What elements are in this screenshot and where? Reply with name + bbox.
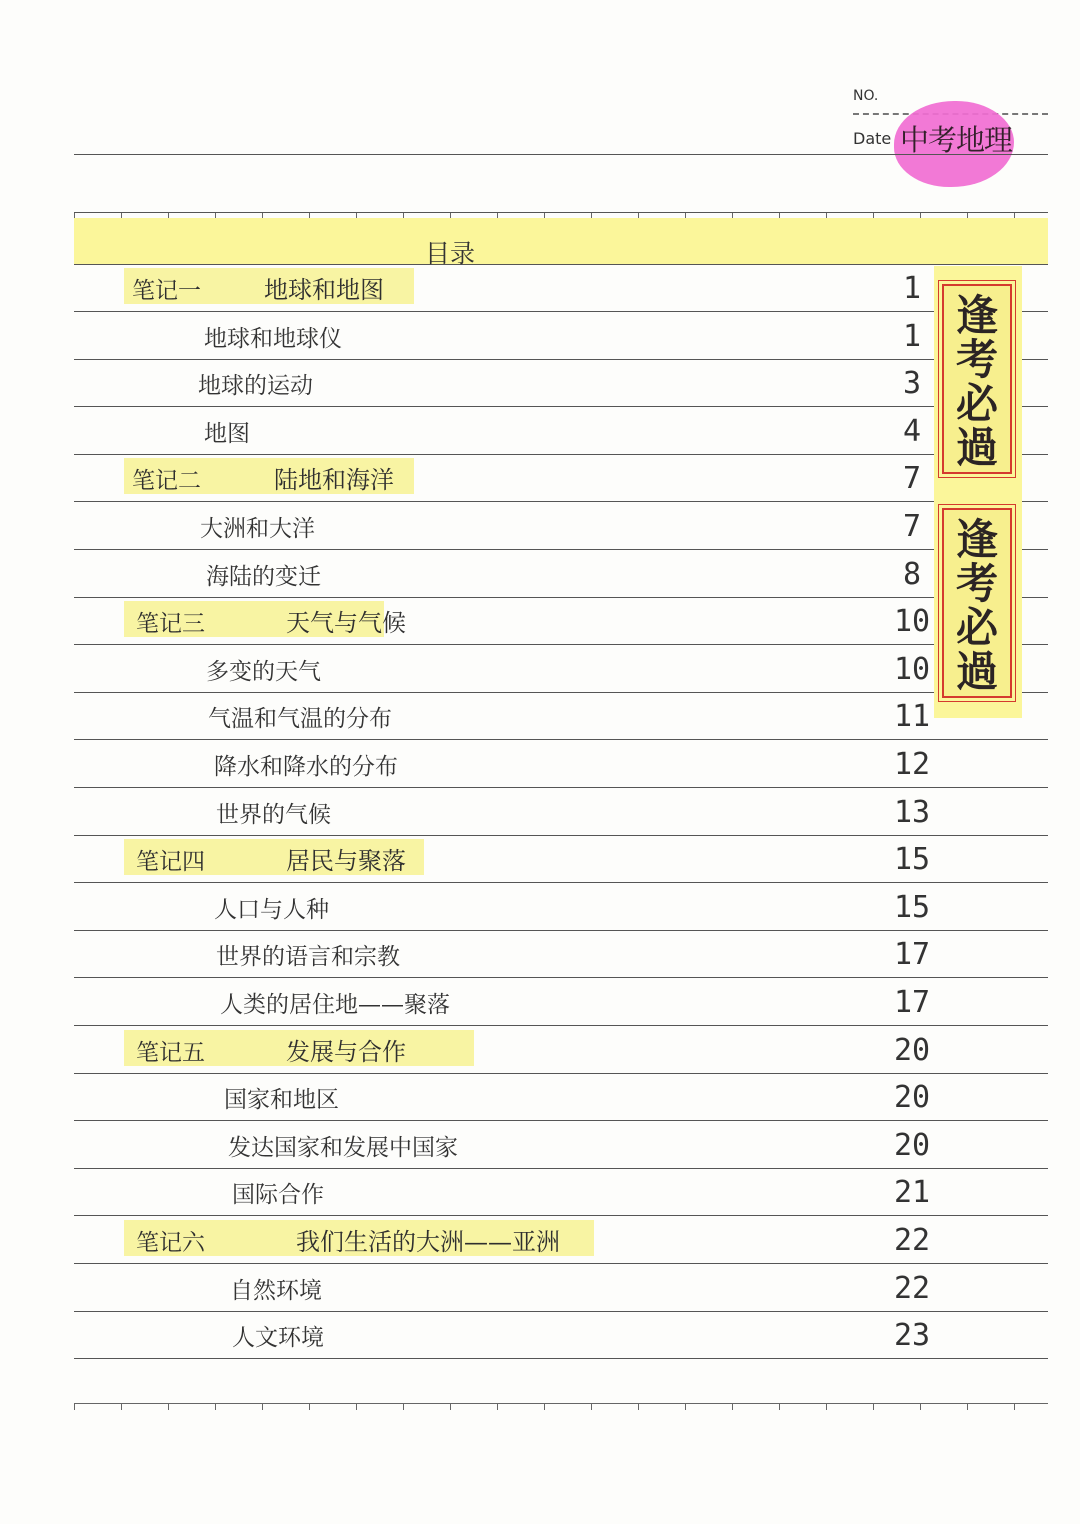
section-title: 多变的天气	[206, 658, 321, 685]
section-title: 人类的居住地——聚落	[220, 992, 450, 1018]
stamp-text: 逢 考 必 過	[955, 291, 998, 472]
page-number: 3	[902, 366, 922, 402]
page-number: 23	[893, 1318, 931, 1354]
chapter-title: 地球和地图	[264, 276, 384, 304]
ruler-tick	[309, 1404, 310, 1410]
section-title: 地球的运动	[198, 373, 313, 400]
section-title: 世界的气候	[216, 801, 331, 828]
toc-chapter-row	[74, 1216, 1048, 1264]
page-number: 10	[893, 604, 931, 640]
page-number: 7	[902, 461, 922, 497]
page-number: 1	[902, 271, 922, 306]
chapter-number: 笔记四	[136, 849, 205, 876]
toc-section-row	[74, 550, 1048, 598]
toc-section-row	[74, 1311, 1048, 1359]
ruler-tick	[544, 1404, 545, 1410]
section-title: 大洲和大洋	[200, 516, 315, 542]
toc-section-row	[74, 407, 1048, 455]
ruler-tick	[403, 1404, 404, 1410]
page-number: 22	[893, 1223, 931, 1258]
chapter-title: 发展与合作	[286, 1037, 406, 1066]
section-title: 地球和地球仪	[204, 325, 342, 352]
toc-title: 目录	[425, 239, 476, 268]
chapter-number: 笔记一	[132, 278, 201, 304]
toc-section-row	[74, 312, 1048, 360]
section-title: 海陆的变迁	[206, 563, 321, 590]
ruler-tick	[779, 1404, 780, 1410]
stamp-text: 逢 考 必 過	[955, 515, 998, 696]
lucky-stamp	[942, 508, 1012, 698]
chapter-title: 陆地和海洋	[274, 466, 394, 495]
toc-chapter-row	[74, 454, 1048, 502]
subject-title: 中考地理	[900, 123, 1013, 157]
section-title: 地图	[204, 420, 250, 447]
toc-section-row	[74, 740, 1048, 788]
page-number: 4	[902, 413, 922, 449]
section-title: 人文环境	[232, 1325, 324, 1352]
page-number: 12	[893, 747, 931, 782]
section-title: 国际合作	[232, 1182, 324, 1209]
chapter-number: 笔记二	[132, 468, 201, 495]
ruler-tick	[826, 1404, 827, 1410]
chapter-number: 笔记五	[136, 1039, 205, 1066]
date-label: Date	[853, 129, 892, 148]
chapter-number: 笔记三	[136, 611, 205, 638]
toc-section-row	[74, 788, 1048, 836]
chapter-title: 居民与聚落	[286, 847, 406, 876]
page-number: 20	[893, 1080, 931, 1116]
toc-section-row	[74, 1168, 1048, 1216]
page-number: 10	[893, 651, 931, 687]
ruler-tick	[732, 1404, 733, 1410]
section-title: 气温和气温的分布	[208, 706, 392, 733]
toc-section-row	[74, 502, 1048, 550]
section-title: 发达国家和发展中国家	[228, 1134, 458, 1161]
toc-section-row	[74, 692, 1048, 740]
ruler-tick	[873, 1404, 874, 1410]
ruler-tick	[356, 1404, 357, 1410]
page-number: 22	[893, 1270, 931, 1306]
chapter-title: 天气与气候	[286, 609, 406, 638]
page-number: 21	[893, 1175, 931, 1211]
ruler-tick	[74, 1404, 75, 1410]
lucky-stamp	[942, 284, 1012, 474]
ruler-tick	[685, 1404, 686, 1410]
toc-section-row	[74, 1121, 1048, 1169]
page-number: 20	[893, 1032, 931, 1068]
page-number: 1	[902, 318, 922, 354]
page-number: 15	[893, 889, 931, 925]
section-title: 人口与人种	[214, 896, 329, 923]
ruler-tick	[450, 1404, 451, 1410]
section-title: 国家和地区	[224, 1087, 339, 1114]
toc-chapter-row	[74, 597, 1048, 645]
toc-chapter-row	[74, 264, 1048, 312]
toc-section-row	[74, 930, 1048, 978]
page-number: 11	[893, 699, 931, 735]
ruler-tick	[638, 1404, 639, 1410]
ruler-tick	[591, 1404, 592, 1410]
bottom-ruler	[74, 1403, 1048, 1412]
toc-section-row	[74, 883, 1048, 931]
section-title: 降水和降水的分布	[214, 754, 398, 780]
title-band	[74, 218, 1048, 265]
page-number: 17	[893, 937, 931, 973]
toc-section-row	[74, 359, 1048, 407]
page-number: 7	[902, 509, 922, 544]
chapter-number: 笔记六	[136, 1230, 205, 1256]
toc-section-row	[74, 645, 1048, 693]
toc-chapter-row	[74, 835, 1048, 883]
page-number: 8	[902, 556, 922, 592]
ruler-tick	[497, 1404, 498, 1410]
page-number: 20	[893, 1127, 931, 1163]
ruler-tick	[920, 1404, 921, 1410]
section-title: 世界的语言和宗教	[216, 944, 400, 971]
chapter-title: 我们生活的大洲——亚洲	[296, 1228, 560, 1256]
ruler-tick	[967, 1404, 968, 1410]
section-title: 自然环境	[230, 1277, 322, 1304]
toc-section-row	[74, 978, 1048, 1026]
toc-section-row	[74, 1264, 1048, 1312]
ruler-tick	[1014, 1404, 1015, 1410]
page-number: 13	[893, 794, 931, 830]
toc-chapter-row	[74, 1026, 1048, 1074]
ruler-tick	[168, 1404, 169, 1410]
toc-section-row	[74, 1073, 1048, 1121]
ruler-tick	[262, 1404, 263, 1410]
number-label: NO.	[853, 88, 879, 104]
page-number: 17	[893, 985, 931, 1020]
ruler-tick	[121, 1404, 122, 1410]
header-rule	[74, 154, 1048, 155]
ruler-tick	[215, 1404, 216, 1410]
page-number: 15	[893, 842, 931, 878]
